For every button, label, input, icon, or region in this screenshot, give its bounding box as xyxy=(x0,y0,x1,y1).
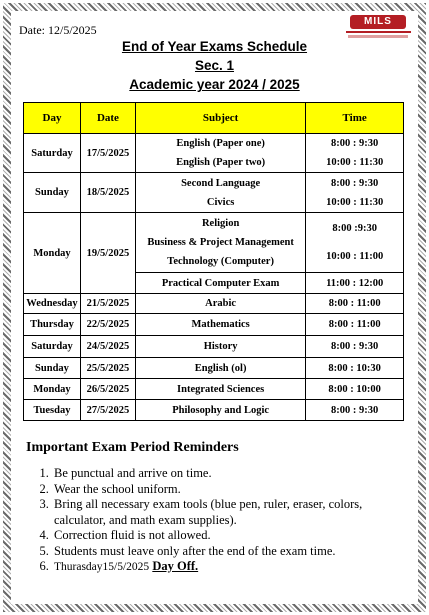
list-item: 5. Students must leave only after the end of the exam time. xyxy=(52,544,411,560)
time-line: 10:00 : 11:00 xyxy=(326,250,384,262)
cell-day: Saturday xyxy=(24,336,81,358)
document-date: Date: 12/5/2025 xyxy=(19,23,97,37)
time-line: 10:00 : 11:30 xyxy=(326,196,384,208)
subject-line: Technology (Computer) xyxy=(167,256,274,267)
list-item: 3. Bring all necessary exam tools (blue pen, ruler, eraser, colors, calculator, and math exam supplies). xyxy=(52,497,411,528)
table-row xyxy=(24,173,404,213)
cell-subject xyxy=(135,173,305,213)
list-item: 2. Wear the school uniform. xyxy=(52,482,411,498)
cell-subject xyxy=(135,213,305,273)
list-item: 4. Correction fluid is not allowed. xyxy=(52,528,411,544)
header-day: Day xyxy=(24,103,81,134)
cell-subject xyxy=(135,134,305,173)
cell-date: 27/5/2025 xyxy=(80,400,135,421)
header-subject: Subject xyxy=(135,103,305,134)
table-row xyxy=(24,294,404,314)
cell-day: Saturday xyxy=(24,134,81,173)
document-body xyxy=(12,12,417,603)
reminders-list xyxy=(26,466,411,576)
day-off-date: Thurasday15/5/2025 xyxy=(54,561,150,573)
table-row xyxy=(24,358,404,379)
time-line: 10:00 : 11:30 xyxy=(326,157,384,168)
cell-subject: Arabic xyxy=(135,294,305,314)
exam-schedule-table xyxy=(23,102,404,421)
table-row xyxy=(24,134,404,173)
header-time: Time xyxy=(306,103,404,134)
cell-subject: Mathematics xyxy=(135,314,305,336)
cell-day: Monday xyxy=(24,213,81,294)
cell-date: 17/5/2025 xyxy=(80,134,135,173)
page-title: End of Year Exams Schedule xyxy=(121,39,308,54)
cell-date: 18/5/2025 xyxy=(80,173,135,213)
cell-day: Monday xyxy=(24,379,81,400)
cell-time: 8:00 : 11:00 xyxy=(306,314,404,336)
cell-time xyxy=(306,134,404,173)
table-row xyxy=(24,400,404,421)
table-row xyxy=(24,213,404,273)
table-row xyxy=(24,314,404,336)
cell-day: Sunday xyxy=(24,358,81,379)
table-row xyxy=(24,379,404,400)
table-row xyxy=(24,336,404,358)
cell-subject: Integrated Sciences xyxy=(135,379,305,400)
cell-day: Wednesday xyxy=(24,294,81,314)
subject-line: Civics xyxy=(206,196,235,208)
cell-time xyxy=(306,173,404,213)
cell-day: Sunday xyxy=(24,173,81,213)
cell-subject: Philosophy and Logic xyxy=(135,400,305,421)
reminders-title: Important Exam Period Reminders xyxy=(26,440,239,455)
cell-time: 8:00 : 9:30 xyxy=(306,336,404,358)
cell-date: 19/5/2025 xyxy=(80,213,135,294)
cell-subject: English (ol) xyxy=(135,358,305,379)
cell-time xyxy=(306,213,404,273)
cell-time: 8:00 : 10:00 xyxy=(306,379,404,400)
cell-time: 11:00 : 12:00 xyxy=(306,273,404,294)
reminders-section xyxy=(26,440,411,576)
day-off-label: Day Off. xyxy=(152,559,199,573)
cell-time: 8:00 : 9:30 xyxy=(306,400,404,421)
list-item xyxy=(52,559,411,576)
cell-time: 8:00 : 11:00 xyxy=(306,294,404,314)
subject-line: Religion xyxy=(201,218,240,229)
cell-subject: Practical Computer Exam xyxy=(135,273,305,294)
academic-year: Academic year 2024 / 2025 xyxy=(129,77,300,92)
table-header-row xyxy=(24,103,404,134)
subject-line: Second Language xyxy=(181,177,261,189)
subject-line: English (Paper one) xyxy=(176,138,265,149)
logo-badge: MILS xyxy=(350,15,406,29)
cell-date: 24/5/2025 xyxy=(80,336,135,358)
subject-line: Business & Project Management xyxy=(147,237,294,248)
section-title: Sec. 1 xyxy=(194,58,235,73)
cell-subject: History xyxy=(135,336,305,358)
subject-line: English (Paper two) xyxy=(176,157,266,168)
cell-day: Tuesday xyxy=(24,400,81,421)
cell-date: 22/5/2025 xyxy=(80,314,135,336)
time-line: 8:00 : 9:30 xyxy=(331,138,379,149)
cell-day: Thursday xyxy=(24,314,81,336)
cell-date: 21/5/2025 xyxy=(80,294,135,314)
time-line: 8:00 : 9:30 xyxy=(331,177,379,189)
header-date: Date xyxy=(80,103,135,134)
time-line: 8:00 :9:30 xyxy=(332,222,377,234)
title-block xyxy=(12,37,417,94)
cell-date: 25/5/2025 xyxy=(80,358,135,379)
list-item: 1. Be punctual and arrive on time. xyxy=(52,466,411,482)
cell-time: 8:00 : 10:30 xyxy=(306,358,404,379)
logo-rule xyxy=(346,31,411,33)
cell-date: 26/5/2025 xyxy=(80,379,135,400)
